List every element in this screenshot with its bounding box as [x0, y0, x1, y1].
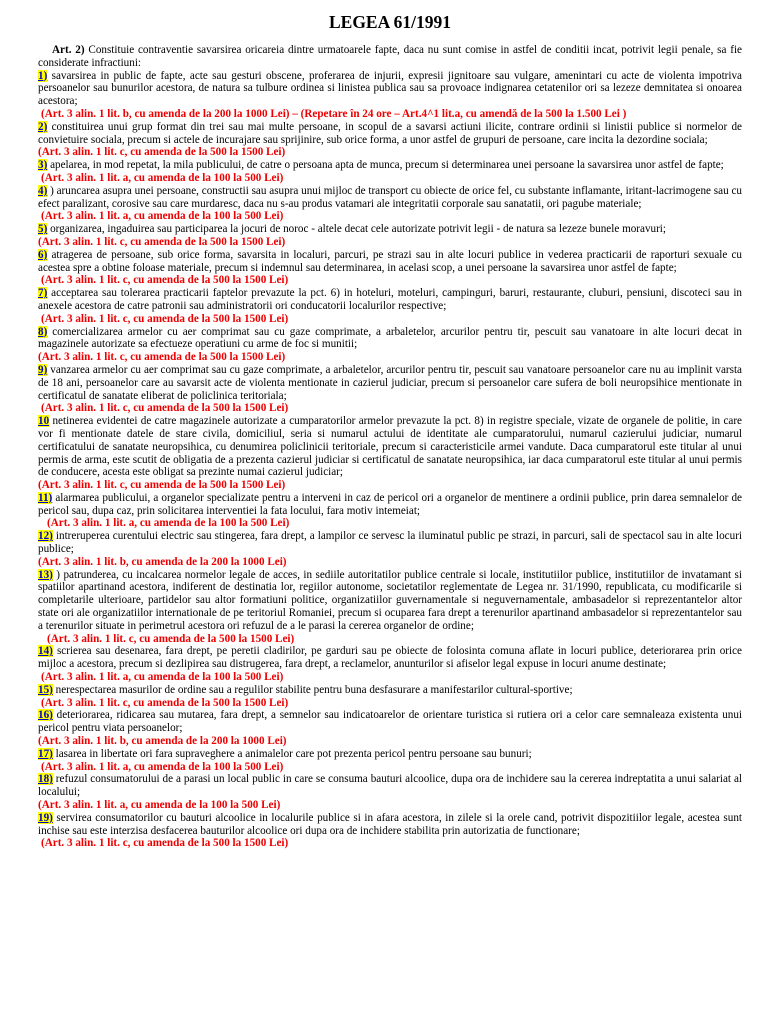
- item-text: vanzarea armelor cu aer comprimat sau cu gaze comprimate, a arbaletelor, arcurilor pentru tir, pescuit sau vanatoare persoanelor care nu au implinit varsta de 18 ani, persoanelor care au savarsit acte de violenta mentionate in cazierul judiciar, precum si persoanelor care sufera de boli neuropsihice mentionate in certificatul de sanatate eliberat de policlinica teritoriala;: [38, 363, 742, 402]
- item-penalty: (Art. 3 alin. 1 lit. a, cu amenda de la 100 la 500 Lei): [47, 517, 290, 530]
- item-text: ) patrunderea, cu incalcarea normelor legale de acces, in sediile autoritatilor publice centrale si locale, institutiilor publice, institutiilor de invatamant si spatiilor apartinand acestora, indiferent de destinatia lor, regiilor autonome, societatilor reglementate de Legea nr. 31/1990, republicata, cu modificarile si completarile ulterioare, partidelor sau altor formatiuni politice, organizatiilor guvernamentale si neguvernamentale, ambasadelor si reprezentantelor altor state ori ale organizatiilor internationale de pe teritoriul Romaniei, precum si ocuparea fara drept a terenurilor apartinand ambasadelor si reprezentantelor sau a terenurilor situate in perimetrul acestora ori refuzul de a le parasi la cererea organelor de ordine;: [38, 568, 742, 632]
- article-item: [38, 415, 742, 479]
- item-penalty: (Art. 3 alin. 1 lit. a, cu amenda de la 100 la 500 Lei): [38, 799, 281, 812]
- item-number: 14): [38, 645, 53, 658]
- article-item: [38, 249, 742, 275]
- item-text: servirea consumatorilor cu bauturi alcoolice in localurile publice si in afara acestora, in zilele si la orele cand, potrivit dispozitiilor legale, acestea sunt inchise sau este interzisa desfacerea bauturilor alcoolice ori dupa ora de inchidere stabilita prin autorizatia de functionare;: [38, 811, 742, 837]
- item-text: nerespectarea masurilor de ordine sau a regulilor stabilite pentru buna desfasurare a manifestarilor cultural-sportive;: [52, 683, 573, 696]
- item-text: atragerea de persoane, sub orice forma, savarsita in localuri, parcuri, pe strazi sau in alte locuri publice in vederea practicarii de raporturi sexuale cu acestea spre a obtine foloase materiale, precum si indemnul sau determinarea, in acelasi scop, a unei persoane la savarsirea unor astfel de fapte;: [38, 248, 742, 274]
- article-item: [38, 684, 742, 697]
- item-text: refuzul consumatorului de a parasi un local public in care se consuma bauturi alcoolice, dupa ora de inchidere sau la cererea indreptatita a unui salariat al localului;: [38, 773, 742, 799]
- article-item: [38, 121, 742, 147]
- article-item: [38, 748, 742, 761]
- article-item: [38, 812, 742, 838]
- item-text: intreruperea curentului electric sau stingerea, fara drept, a lampilor ce servesc la iluminatul public pe strazi, in parcuri, sali de spectacol sau in alte locuri publice;: [38, 530, 742, 556]
- item-penalty: (Art. 3 alin. 1 lit. c, cu amenda de la 500 la 1500 Lei): [41, 402, 289, 415]
- item-penalty: (Art. 3 alin. 1 lit. c, cu amenda de la 500 la 1500 Lei): [38, 146, 286, 159]
- item-penalty: (Art. 3 alin. 1 lit. c, cu amenda de la 500 la 1500 Lei): [41, 696, 289, 709]
- item-text: apelarea, in mod repetat, la mila publicului, de catre o persoana apta de munca, precum si determinarea unei persoane la savarsirea unor astfel de fapte;: [47, 159, 724, 172]
- item-penalty: (Art. 3 alin. 1 lit. b, cu amenda de la 200 la 1000 Lei): [38, 555, 287, 568]
- article-item: [38, 364, 742, 402]
- item-penalty: (Art. 3 alin. 1 lit. c, cu amenda de la 500 la 1500 Lei): [38, 235, 286, 248]
- article-item: [38, 326, 742, 352]
- item-number: 9): [38, 363, 48, 376]
- item-number: 2): [38, 120, 48, 133]
- item-penalty: (Art. 3 alin. 1 lit. b, cu amenda de la 200 la 1000 Lei) – (Repetare în 24 ore – Art.4^1 lit.a, cu amendă de la 500 la 1.500 Lei ): [41, 107, 627, 120]
- article-label: Art. 2): [52, 44, 85, 56]
- item-number: 12): [38, 530, 53, 543]
- article-intro-text: Constituie contraventie savarsirea oricareia dintre urmatoarele fapte, daca nu sunt comise in astfel de conditii incat, potrivit legii penale, sa fie considerate infractiuni:: [38, 44, 742, 69]
- item-number: 3): [38, 159, 48, 172]
- item-number: 13): [38, 568, 53, 581]
- item-penalty: (Art. 3 alin. 1 lit. a, cu amenda de la 100 la 500 Lei): [41, 760, 284, 773]
- article-item: [38, 530, 742, 556]
- item-text: organizarea, ingaduirea sau participarea la jocuri de noroc - altele decat cele autorizate potrivit legii - de natura sa lezeze bunele moravuri;: [47, 223, 666, 236]
- item-number: 17): [38, 747, 53, 760]
- item-penalty: (Art. 3 alin. 1 lit. c, cu amenda de la 500 la 1500 Lei): [41, 274, 289, 287]
- item-penalty: (Art. 3 alin. 1 lit. c, cu amenda de la 500 la 1500 Lei): [38, 351, 286, 364]
- item-penalty: (Art. 3 alin. 1 lit. c, cu amenda de la 500 la 1500 Lei): [41, 312, 289, 325]
- item-number: 7): [38, 287, 48, 300]
- article-item: [38, 287, 742, 313]
- item-text: constituirea unui grup format din trei sau mai multe persoane, in scopul de a savarsi actiuni ilicite, contrare ordinii si linistii publice si normelor de convietuire sociala, precum si actele de incurajare sau sprijinire, sub orice forma, a unor astfel de grupuri de persoane, care incita la dezordine sociala;: [38, 120, 742, 146]
- article-item: [38, 223, 742, 236]
- item-text: acceptarea sau tolerarea practicarii faptelor prevazute la pct. 6) in hoteluri, moteluri, campinguri, baruri, restaurante, cluburi, pensiuni, discoteci sau in anexele acestora de catre patronii sau administratorii ori conducatorii localurilor respective;: [38, 287, 742, 312]
- item-number: 5): [38, 223, 48, 236]
- item-number: 10: [38, 415, 50, 428]
- article-item: [38, 159, 742, 172]
- article-item: [38, 709, 742, 735]
- article-item: [38, 645, 742, 671]
- item-text: comercializarea armelor cu aer comprimat sau cu gaze comprimate, a arbaletelor, arcurilor pentru tir, pescuit sau vanatoare in alte locuri decat in magazinele autorizate sa efectueze operatiuni cu arme de foc si munitii;: [38, 325, 742, 351]
- item-penalty: (Art. 3 alin. 1 lit. c, cu amenda de la 500 la 1500 Lei): [47, 632, 295, 645]
- item-number: 1): [38, 69, 48, 82]
- item-number: 18): [38, 773, 53, 786]
- item-number: 19): [38, 811, 53, 824]
- item-text: netinerea evidentei de catre magazinele autorizate a cumparatorilor armelor prevazute la pct. 8) in registre speciale, vizate de organele de politie, in care vor fi mentionate datele de stare civila, domiciliul, seria si numarul actului de identitate ale cumparatorului, numarul cazierului judiciar, numarul certificatului de sanatate neuropsihica, cu denumirea policlinicii teritoriale, precum si caracteristicile armei vandute. Daca cumparatorul este titular al unui permis de arma, este scutit de obligatia de a prezenta cazierul judiciar si certificatul de sanatate neuropsihica, iar daca cumparatorul este titular al unui permis de conducere, acesta este obligat sa prezinte numai cazierul judiciar;: [38, 415, 742, 479]
- article-item: [38, 773, 742, 799]
- article-item: [38, 492, 742, 518]
- article-item: [38, 185, 742, 211]
- item-number: 6): [38, 248, 48, 261]
- item-text: scrierea sau desenarea, fara drept, pe peretii cladirilor, pe garduri sau pe obiecte de folosinta comuna aflate in locuri publice, deteriorarea prin orice mijloc a acestora, precum si dezlipirea sau distrugerea, fara drept, a reclamelor, anunturilor si afiselor legal expuse in locuri anume destinate;: [38, 645, 742, 671]
- item-penalty: (Art. 3 alin. 1 lit. c, cu amenda de la 500 la 1500 Lei): [38, 479, 286, 492]
- document-title: LEGEA 61/1991: [328, 12, 452, 32]
- item-penalty: (Art. 3 alin. 1 lit. b, cu amenda de la 200 la 1000 Lei): [38, 735, 287, 748]
- item-text: deteriorarea, ridicarea sau mutarea, fara drept, a semnelor sau indicatoarelor de orientare turistica si rutiera ori a celor care semnaleaza existenta unui pericol pentru viata persoanelor;: [38, 709, 742, 735]
- article-items: [38, 70, 742, 851]
- item-penalty: (Art. 3 alin. 1 lit. c, cu amenda de la 500 la 1500 Lei): [41, 837, 289, 850]
- article-intro: [38, 44, 742, 70]
- item-text: alarmarea publicului, a organelor specializate pentru a interveni in caz de pericol ori a organelor de mentinere a ordinii publice, prin darea semnalelor de pericol sau, dupa caz, prin solicitarea interventiei la fata locului, fara motiv intemeiat;: [38, 491, 742, 517]
- article-item: [38, 569, 742, 633]
- item-penalty: (Art. 3 alin. 1 lit. a, cu amenda de la 100 la 500 Lei): [41, 671, 284, 684]
- item-number: 11): [38, 491, 53, 504]
- item-number: 4): [38, 184, 48, 197]
- item-text: ) aruncarea asupra unei persoane, constructii sau asupra unui mijloc de transport cu obiecte de orice fel, cu substante inflamante, iritant-lacrimogene sau cu efect paralizant, corosive sau care murdaresc, daca nu s-au produs vatamari ale integritatii corporale sau sanatatii, ori pagube materiale;: [38, 184, 742, 210]
- item-number: 16): [38, 709, 53, 722]
- article-item: [38, 70, 742, 108]
- item-penalty: (Art. 3 alin. 1 lit. a, cu amenda de la 100 la 500 Lei): [41, 210, 284, 223]
- item-text: savarsirea in public de fapte, acte sau gesturi obscene, proferarea de injurii, expresii jignitoare sau vulgare, amenintari cu acte de violenta impotriva persoanelor sau bunurilor acestora, de natura sa tulbure ordinea si linistea publica sau sa provoace indignarea cetatenilor ori sa lezeze demnitatea si onoarea acestora;: [38, 69, 742, 108]
- item-text: lasarea in libertate ori fara supraveghere a animalelor care pot prezenta pericol pentru persoane sau bunuri;: [52, 747, 532, 760]
- item-penalty: (Art. 3 alin. 1 lit. a, cu amenda de la 100 la 500 Lei): [41, 171, 284, 184]
- item-number: 8): [38, 325, 48, 338]
- item-number: 15): [38, 683, 53, 696]
